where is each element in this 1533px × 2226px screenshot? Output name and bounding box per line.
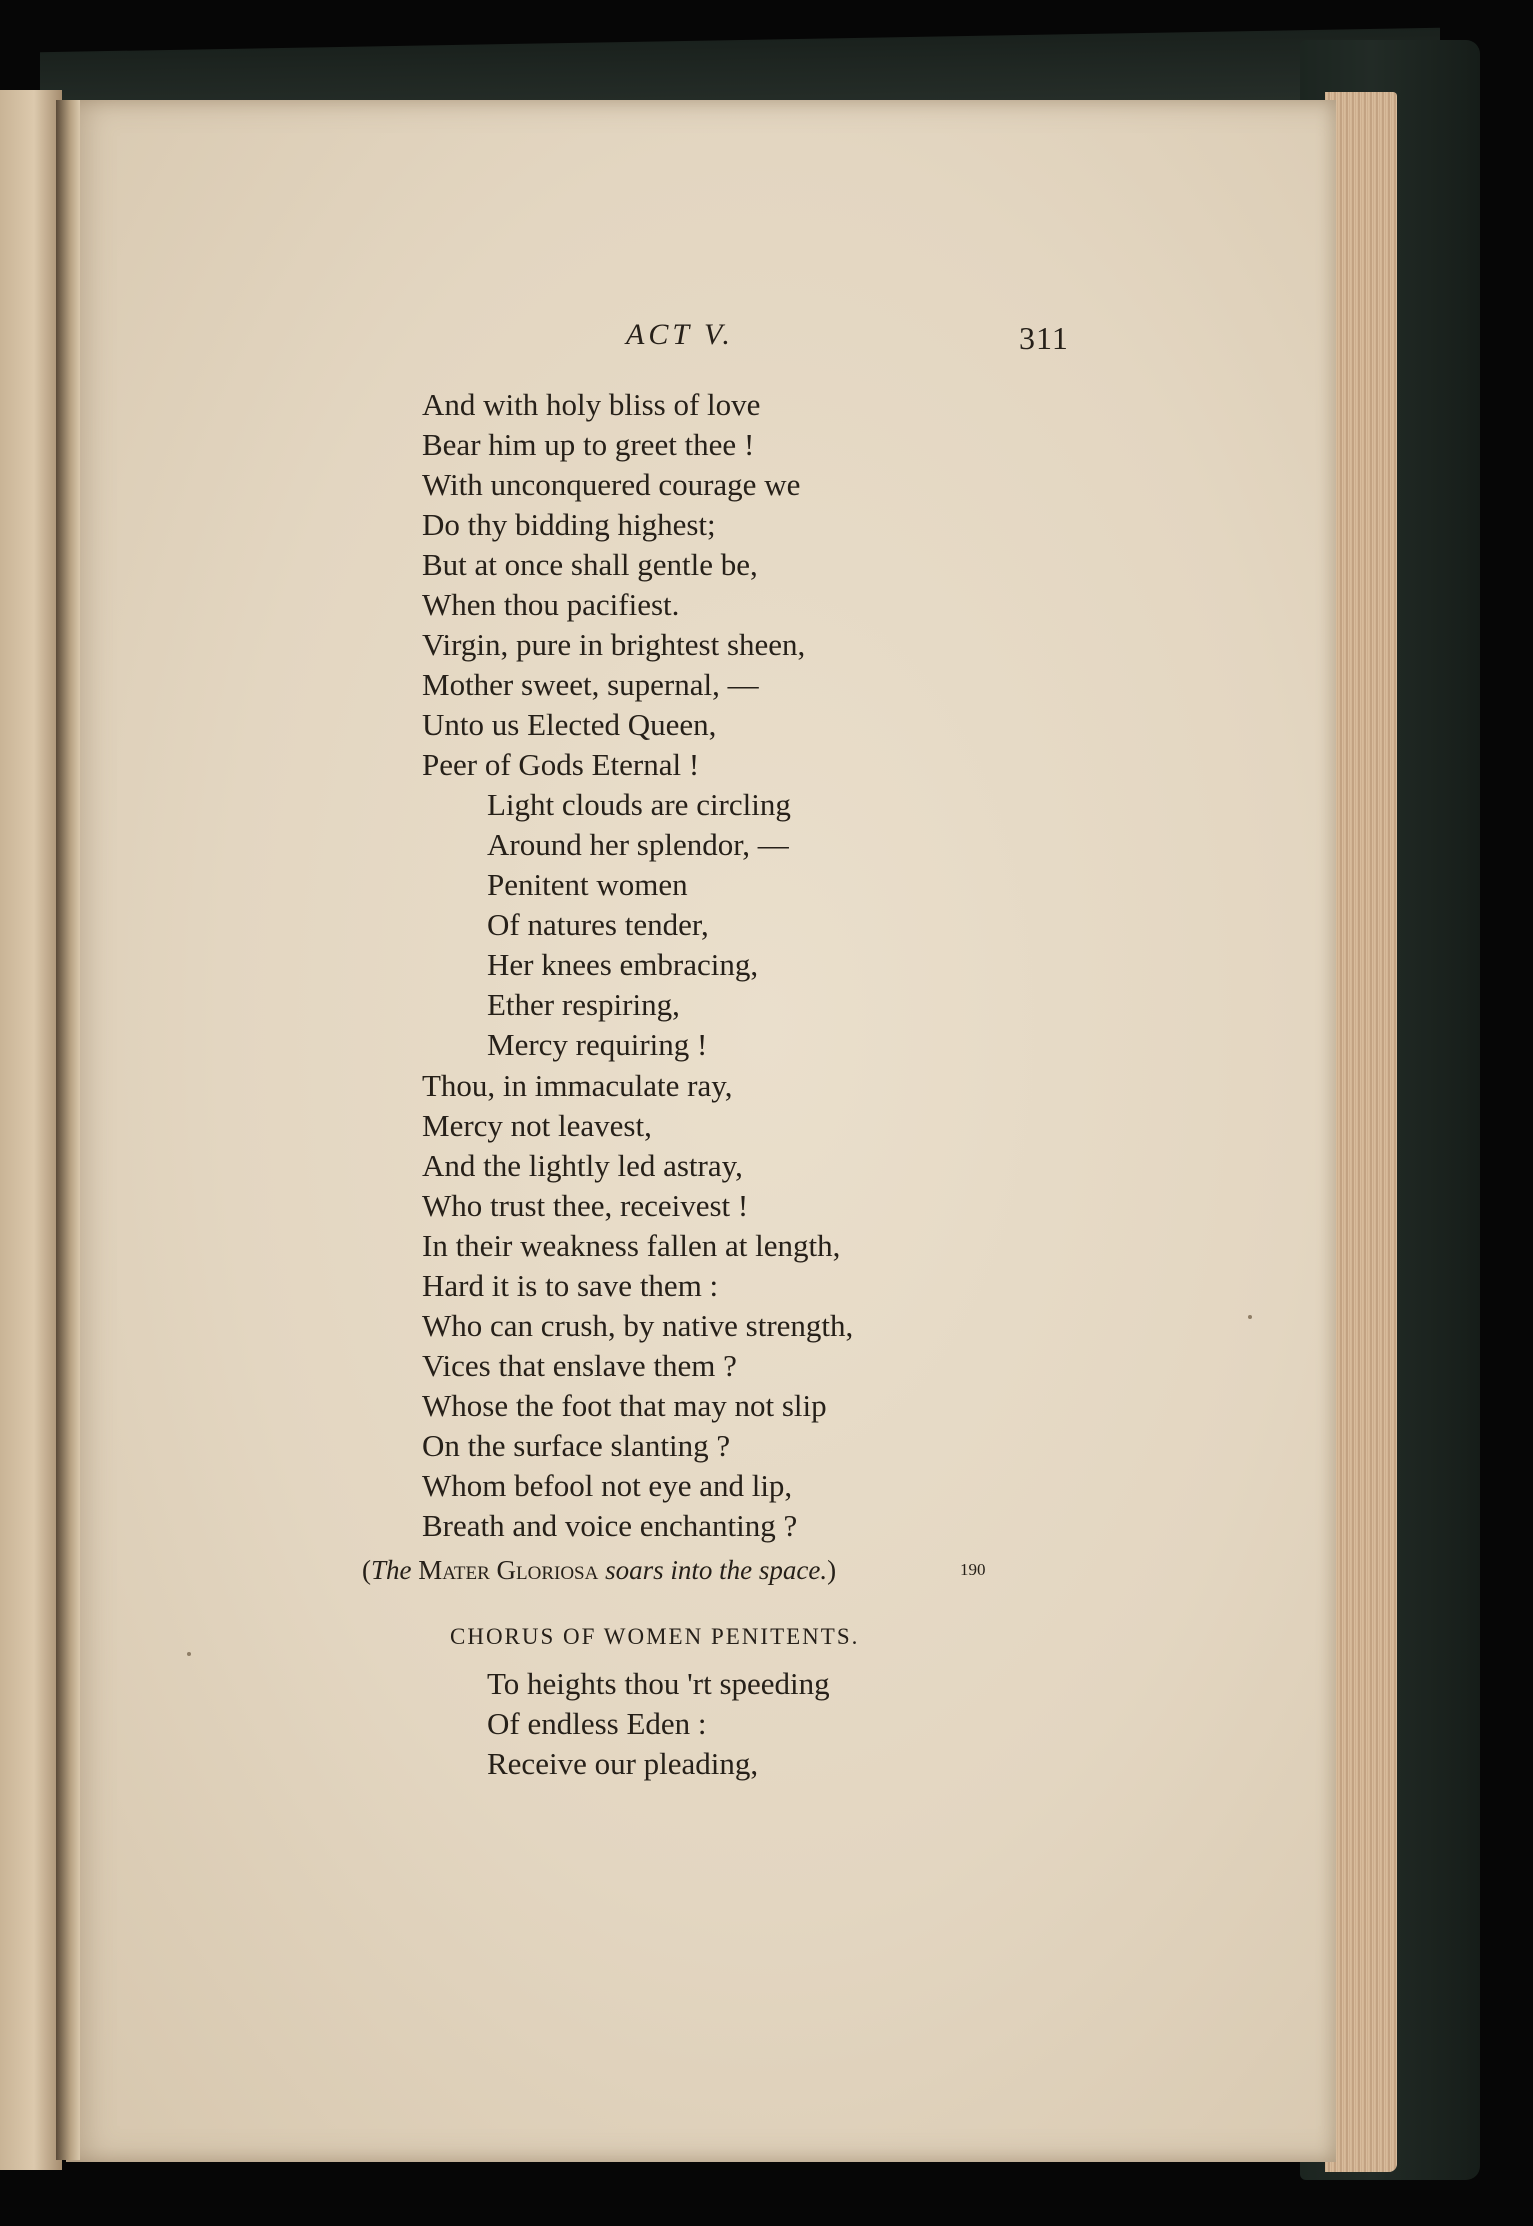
verse-line: Who trust thee, receivest !: [422, 1188, 749, 1223]
verse-line: Unto us Elected Queen,: [422, 707, 717, 742]
stage-direction-close: ): [827, 1555, 837, 1585]
verse-line: And with holy bliss of love: [422, 387, 761, 422]
page-number: 311: [1019, 320, 1069, 356]
verse-line: Penitent women: [487, 867, 688, 902]
verse-stanza-indented: [487, 785, 791, 1065]
stage-direction-action: soars into the space.: [605, 1555, 828, 1585]
verse-line: Do thy bidding highest;: [422, 507, 716, 542]
verse-line: Mother sweet, supernal, —: [422, 667, 759, 702]
verse-line: Whom befool not eye and lip,: [422, 1468, 793, 1503]
verse-line: Her knees embracing,: [487, 947, 759, 982]
verse-line: Hard it is to save them :: [422, 1268, 719, 1303]
verse-line: Mercy not leavest,: [422, 1108, 652, 1143]
stage-direction-article: The: [371, 1555, 412, 1585]
verse-line: In their weakness fallen at length,: [422, 1228, 841, 1263]
verse-line: To heights thou 'rt speeding: [487, 1666, 830, 1701]
verse-line: Bear him up to greet thee !: [422, 427, 755, 462]
stage-direction-open: (: [362, 1555, 371, 1585]
verse-line: Breath and voice enchanting ?: [422, 1508, 798, 1543]
verse-stanza: [422, 385, 805, 785]
verse-line: But at once shall gentle be,: [422, 547, 758, 582]
chorus-heading: CHORUS OF WOMEN PENITENTS.: [450, 1624, 860, 1649]
verse-line: Of natures tender,: [487, 907, 709, 942]
verse-line: Whose the foot that may not slip: [422, 1388, 827, 1423]
verse-line: Receive our pleading,: [487, 1746, 759, 1781]
verse-line: When thou pacifiest.: [422, 587, 680, 622]
verse-line: Thou, in immaculate ray,: [422, 1068, 733, 1103]
line-number: 190: [960, 1560, 986, 1579]
verse-line: On the surface slanting ?: [422, 1428, 731, 1463]
verse-line: Vices that enslave them ?: [422, 1348, 737, 1383]
verse-line: Mercy requiring !: [487, 1027, 708, 1062]
stage-direction-character: Mater Gloriosa: [418, 1555, 599, 1585]
running-head: ACT V.: [626, 318, 734, 351]
verse-line: Virgin, pure in brightest sheen,: [422, 627, 806, 662]
verse-line: Of endless Eden :: [487, 1706, 707, 1741]
verse-line: Ether respiring,: [487, 987, 680, 1022]
verse-line: With unconquered courage we: [422, 467, 801, 502]
stage-direction: [362, 1555, 836, 1586]
verse-line: And the lightly led astray,: [422, 1148, 743, 1183]
verse-stanza-indented: [487, 1664, 830, 1784]
verse-stanza: [422, 1066, 853, 1546]
verse-line: Around her splendor, —: [487, 827, 789, 862]
verse-line: Light clouds are circling: [487, 787, 791, 822]
verse-line: Who can crush, by native strength,: [422, 1308, 854, 1343]
verse-line: Peer of Gods Eternal !: [422, 747, 700, 782]
